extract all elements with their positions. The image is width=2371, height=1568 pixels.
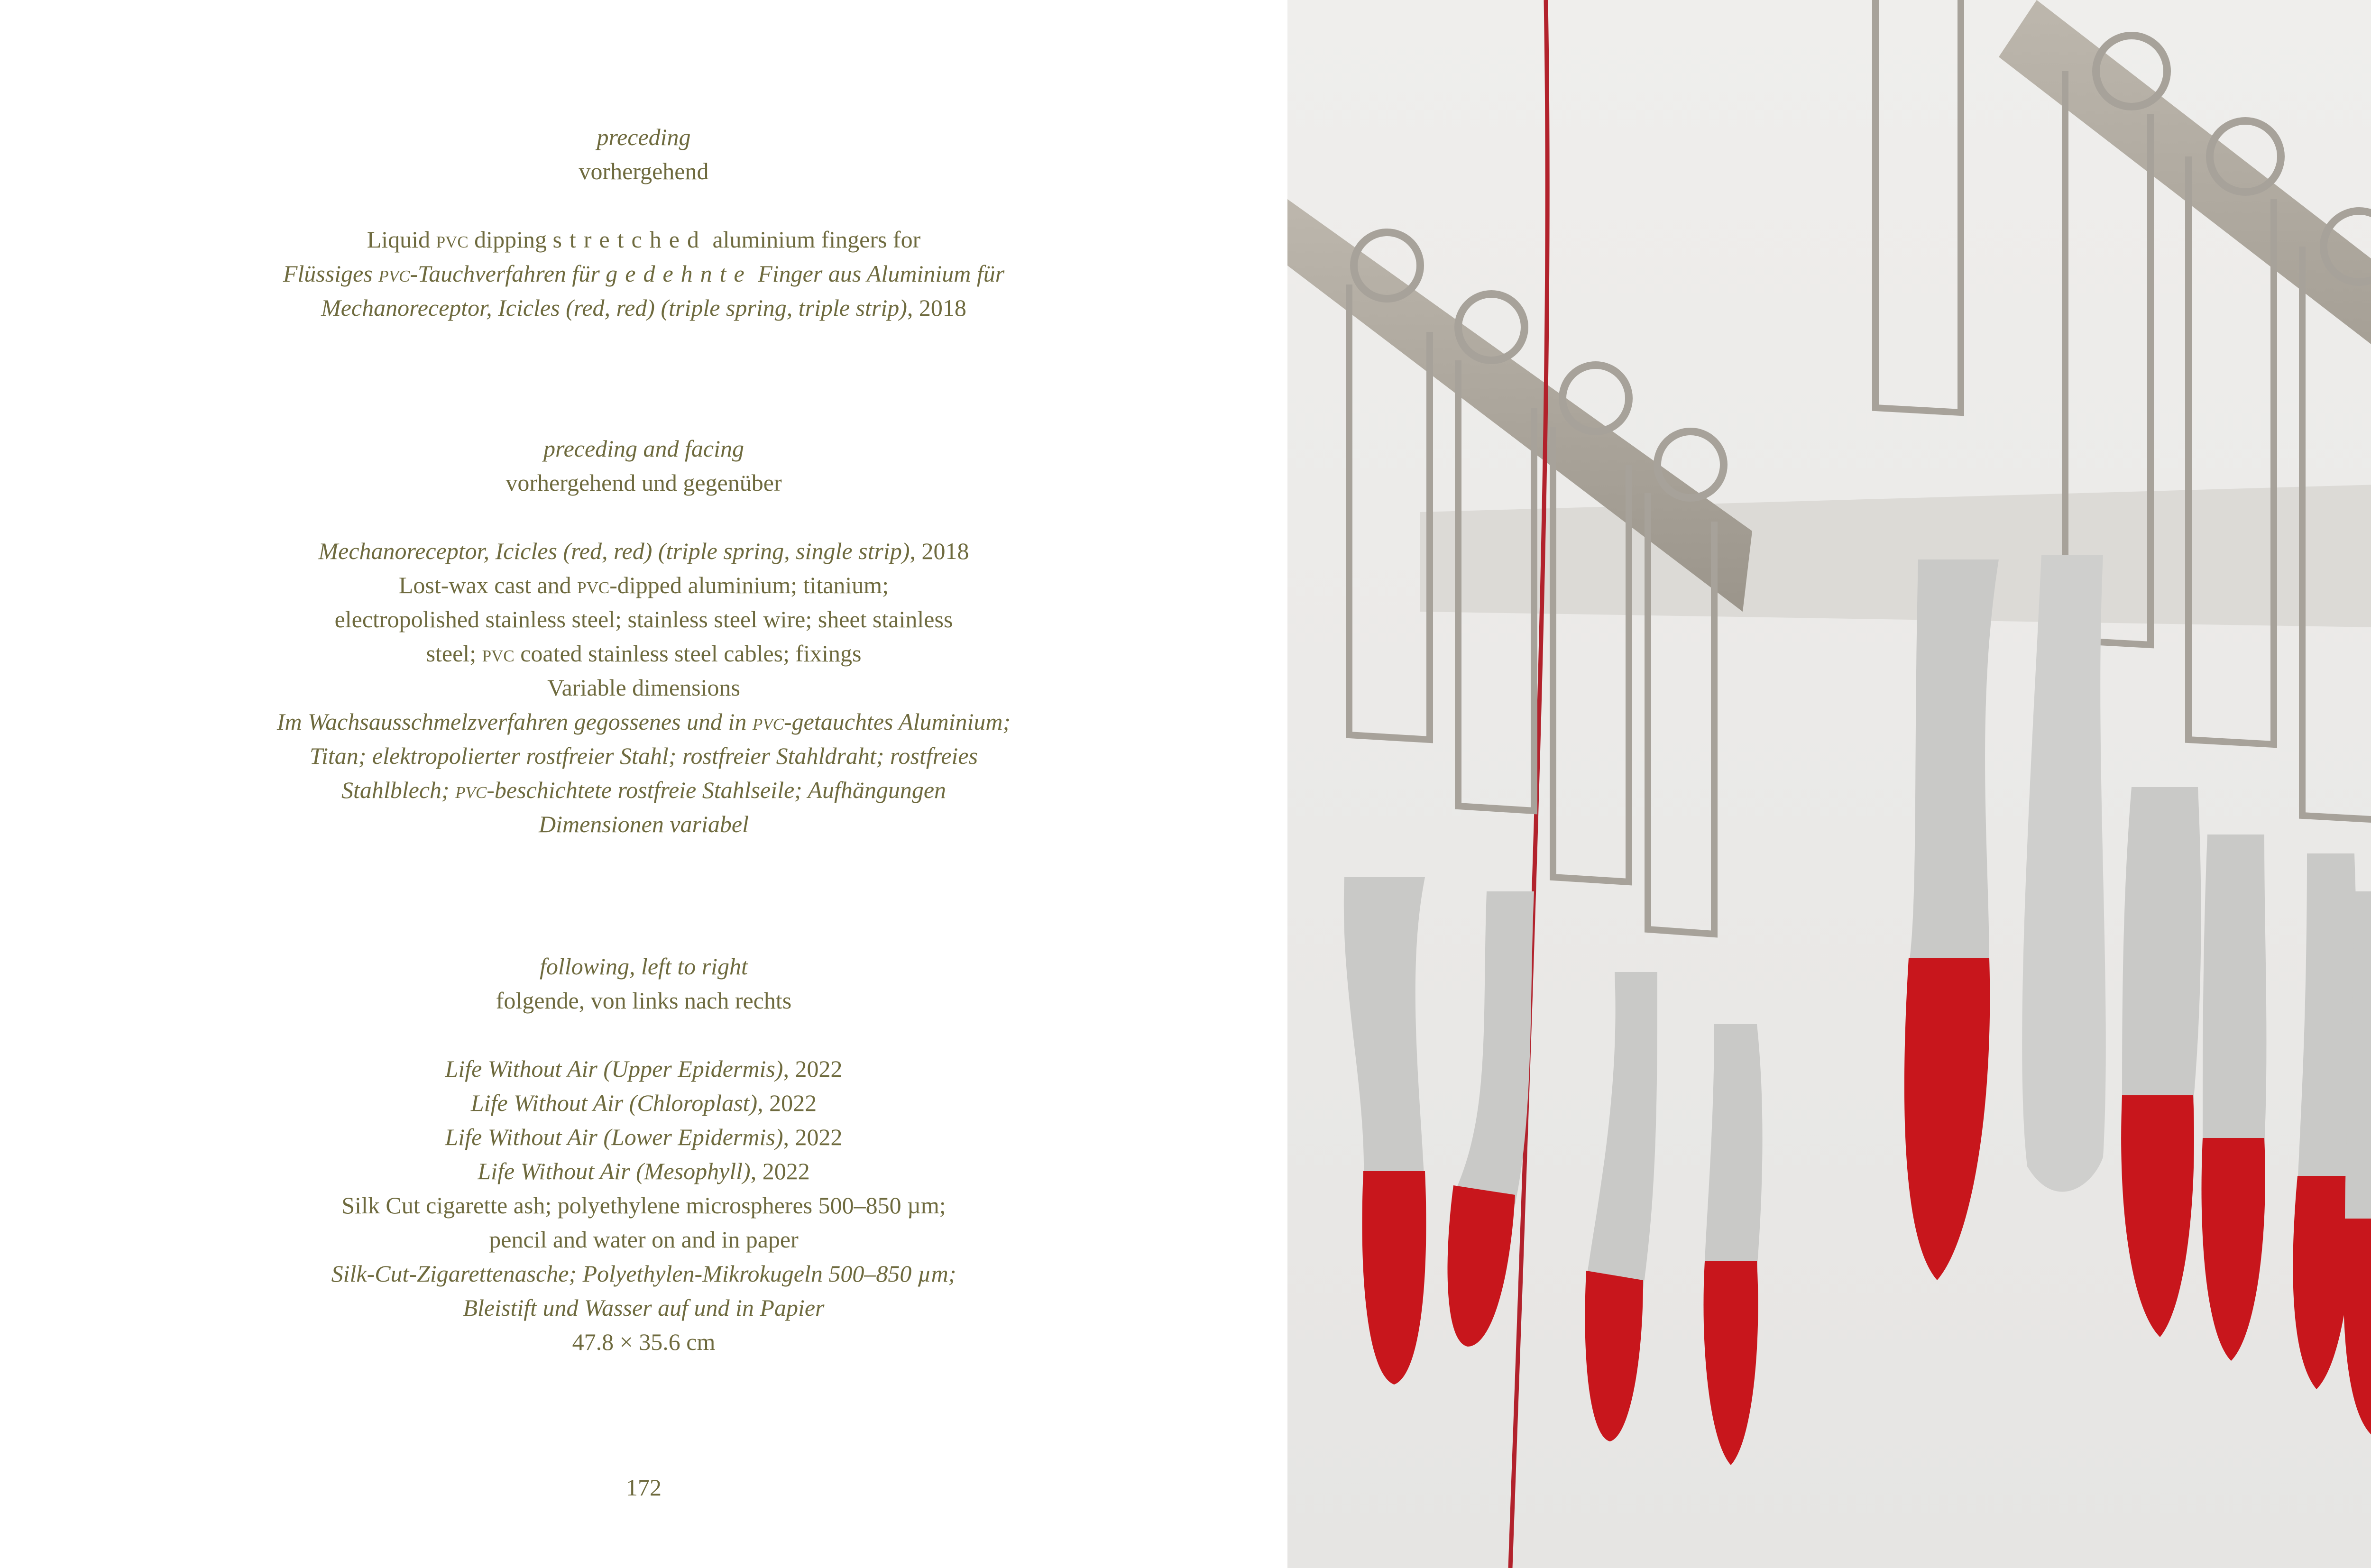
caption-heading-de: folgende, von links nach rechts <box>496 987 792 1014</box>
caption-following <box>0 949 1287 1359</box>
caption-title-en: Liquid pvc dipping stretched aluminium fingers for <box>367 226 921 253</box>
wall-background <box>1287 0 2371 1568</box>
caption-materials-de: Bleistift und Wasser auf und in Papier <box>463 1294 825 1321</box>
caption-materials-en: electropolished stainless steel; stainless steel wire; sheet stainless <box>334 606 953 633</box>
caption-materials-en: Silk Cut cigarette ash; polyethylene microspheres 500–850 µm; <box>341 1192 946 1219</box>
caption-materials-de: Titan; elektropolierter rostfreier Stahl; rostfreier Stahldraht; rostfreies <box>309 743 978 769</box>
caption-heading-en: preceding <box>597 124 691 150</box>
sculpture-illustration <box>1287 0 2371 1568</box>
finger <box>2202 834 2267 1361</box>
caption-dimensions-en: Variable dimensions <box>547 674 740 701</box>
caption-preceding <box>0 120 1287 325</box>
caption-dimensions-de: Dimensionen variabel <box>539 811 749 837</box>
caption-heading-en: following, left to right <box>540 953 748 980</box>
caption-work-title: Life Without Air (Upper Epidermis), 2022 <box>445 1055 843 1082</box>
caption-materials-de: Silk-Cut-Zigarettenasche; Polyethylen-Mikrokugeln 500–850 µm; <box>331 1260 956 1287</box>
caption-materials-en: steel; pvc coated stainless steel cables; fixings <box>426 640 862 667</box>
caption-work-title: Life Without Air (Mesophyll), 2022 <box>478 1158 810 1184</box>
caption-work-title: Life Without Air (Chloroplast), 2022 <box>470 1090 817 1116</box>
caption-materials-en: pencil and water on and in paper <box>489 1226 799 1253</box>
caption-materials-de: Im Wachsausschmelzverfahren gegossenes und in pvc-getauchtes Aluminium; <box>276 708 1011 735</box>
artwork-photograph <box>1287 0 2371 1568</box>
caption-dimensions: 47.8 × 35.6 cm <box>572 1329 716 1355</box>
caption-work-title: Mechanoreceptor, Icicles (red, red) (triple spring, triple strip), 2018 <box>321 294 966 321</box>
caption-title-de: Flüssiges pvc-Tauchverfahren für gedehnte Finger aus Aluminium für <box>283 260 1005 287</box>
caption-work-title: Mechanoreceptor, Icicles (red, red) (triple spring, single strip), 2018 <box>318 538 969 564</box>
caption-preceding-and-facing <box>0 431 1287 841</box>
caption-materials-de: Stahlblech; pvc-beschichtete rostfreie Stahlseile; Aufhängungen <box>341 777 947 803</box>
caption-work-title: Life Without Air (Lower Epidermis), 2022 <box>445 1124 843 1150</box>
caption-heading-de: vorhergehend <box>579 158 709 184</box>
caption-heading-de: vorhergehend und gegenüber <box>505 469 782 496</box>
page-number: 172 <box>626 1474 662 1501</box>
caption-heading-en: preceding and facing <box>543 435 744 462</box>
caption-materials-en: Lost-wax cast and pvc-dipped aluminium; titanium; <box>398 572 889 598</box>
